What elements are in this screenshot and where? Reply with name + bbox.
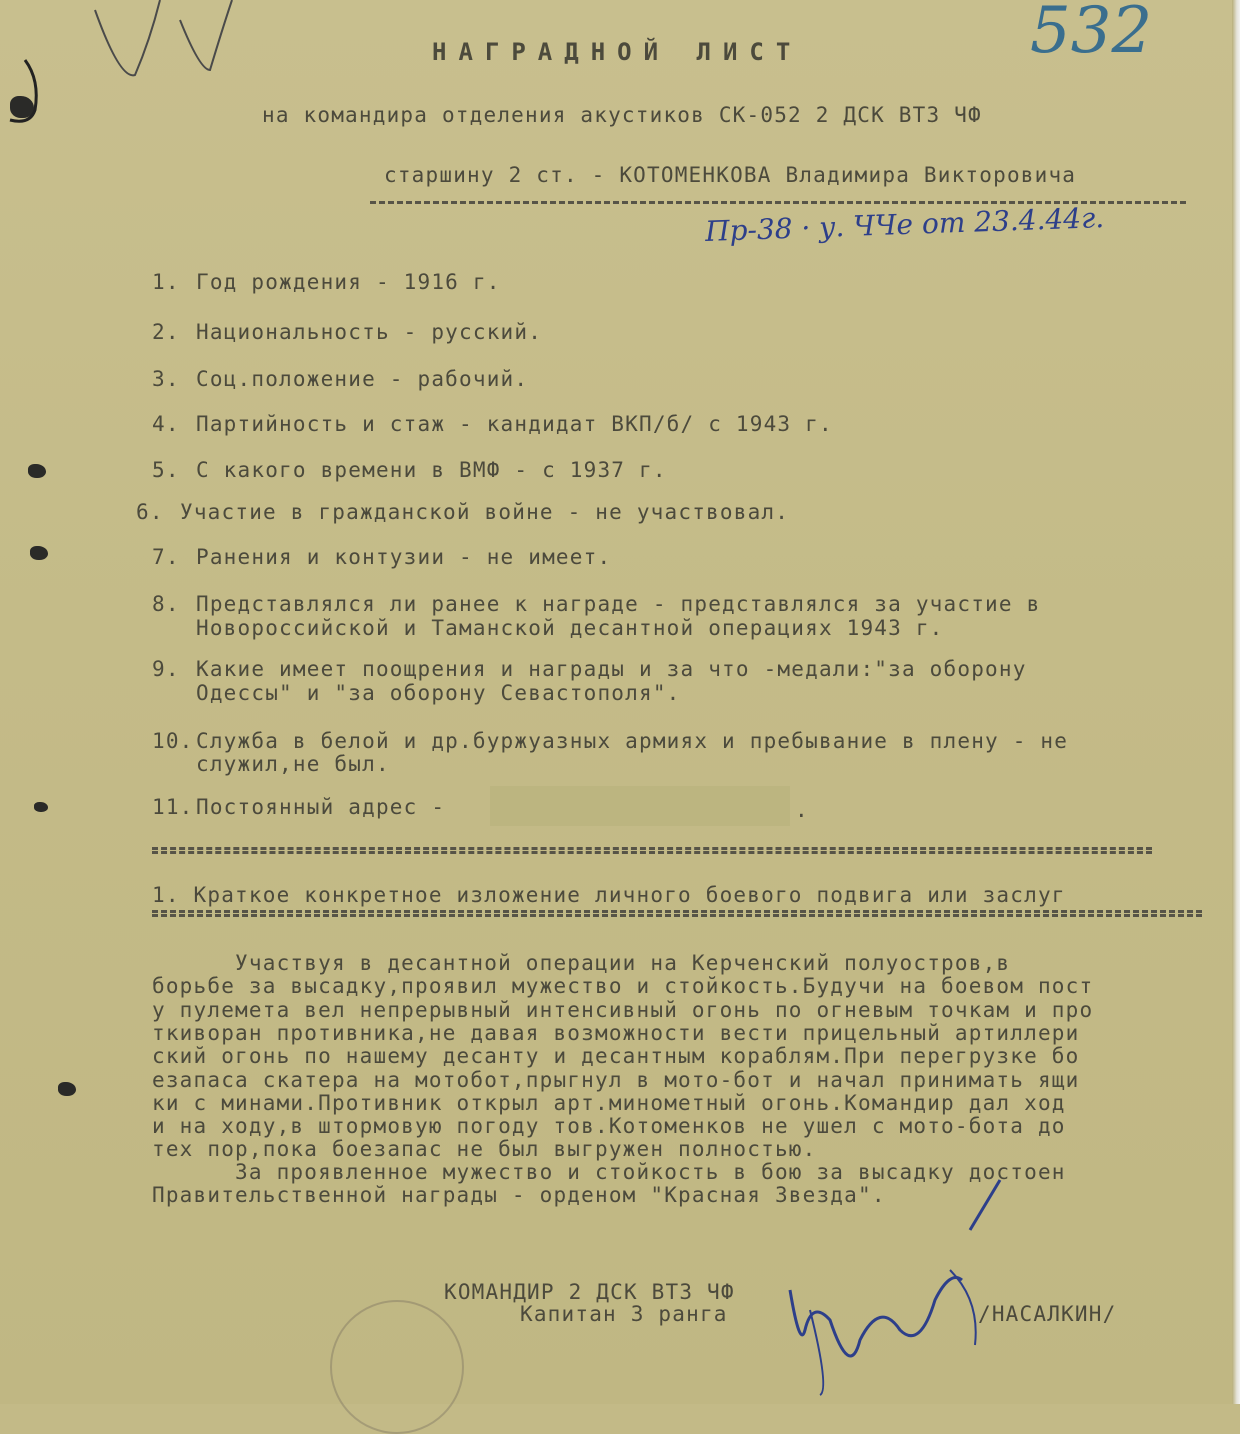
item-number: 2. [152, 320, 180, 344]
body-line: тех пор,пока боезапас не был выгружен полностью. [152, 1137, 817, 1161]
body-line: Правительственной награды - орденом "Красная Звезда". [152, 1183, 886, 1207]
body-line: и на ходу,в штормовую погоду тов.Котоменков не ушел с мото-бота до [152, 1114, 1066, 1138]
item-text: Представлялся ли ранее к награде - представлялся за участие в [196, 592, 1041, 616]
body-line: езапаса скатера на мотобот,прыгнул в мото-бот и начал принимать ящи [152, 1068, 1080, 1092]
item-number: 7. [152, 545, 180, 569]
item-text: Ранения и контузии - не имеет. [196, 545, 612, 569]
handwritten-order-reference: Пр-38 · у. ЧЧе от 23.4.44г. [704, 201, 1105, 248]
item-text: Постоянный адрес - [196, 795, 446, 819]
item-text-continued: Новороссийской и Таманской десантной операциях 1943 г. [196, 616, 944, 640]
item-number: 4. [152, 412, 180, 436]
address-end-mark: . [795, 798, 809, 822]
subject-line-2: старшину 2 ст. - КОТОМЕНКОВА Владимира Викторовича [384, 163, 1077, 187]
item-text: Какие имеет поощрения и награды и за что -медали:"за оборону [196, 657, 1027, 681]
signer-name: /НАСАЛКИН/ [978, 1302, 1117, 1326]
signer-rank: Капитан 3 ранга [520, 1302, 728, 1326]
item-number: 10. [152, 729, 194, 753]
item-text: Партийность и стаж - кандидат ВКП/б/ с 1943 г. [196, 412, 833, 436]
body-line: ки с минами.Противник открыл арт.минометный огонь.Командир дал ход [152, 1091, 1066, 1115]
item-text: Год рождения - 1916 г. [196, 270, 501, 294]
item-number: 11. [152, 795, 194, 819]
body-line: Участвуя в десантной операции на Керченский полуостров,в [152, 951, 1011, 975]
body-line: За проявленное мужество и стойкость в бою за высадку достоен [152, 1160, 1066, 1184]
item-text-continued: Одессы" и "за оборону Севастополя". [196, 681, 681, 705]
item-number: 9. [152, 657, 180, 681]
item-text-continued: служил,не был. [196, 752, 390, 776]
item-number: 6. [136, 500, 164, 524]
item-text: С какого времени в ВМФ - с 1937 г. [196, 458, 667, 482]
item-text: Соц.положение - рабочий. [196, 367, 529, 391]
subject-line-1: на командира отделения акустиков СК-052 2 ДСК ВТЗ ЧФ [262, 103, 982, 127]
signer-position: КОМАНДИР 2 ДСК ВТЗ ЧФ [444, 1280, 735, 1304]
item-number: 8. [152, 592, 180, 616]
item-text: Национальность - русский. [196, 320, 543, 344]
item-number: 1. [152, 270, 180, 294]
corner-archive-number: 532 [1030, 0, 1153, 68]
item-number: 5. [152, 458, 180, 482]
document-title: НАГРАДНОЙ ЛИСТ [432, 38, 803, 66]
item-text: Участие в гражданской войне - не участвовал. [180, 500, 790, 524]
body-line: борьбе за высадку,проявил мужество и стойкость.Будучи на боевом пост [152, 974, 1094, 998]
body-line: ский огонь по нашему десанту и десантным кораблям.При перегрузке бо [152, 1044, 1080, 1068]
body-line: у пулемета вел непрерывный интенсивный огонь по огневым точкам и про [152, 998, 1094, 1022]
body-line: ткиворан противника,не давая возможности вести прицельный артиллери [152, 1021, 1080, 1045]
section-heading: 1. Краткое конкретное изложение личного боевого подвига или заслуг [152, 883, 1066, 907]
item-number: 3. [152, 367, 180, 391]
item-text: Служба в белой и др.буржуазных армиях и пребывание в плену - не [196, 729, 1069, 753]
